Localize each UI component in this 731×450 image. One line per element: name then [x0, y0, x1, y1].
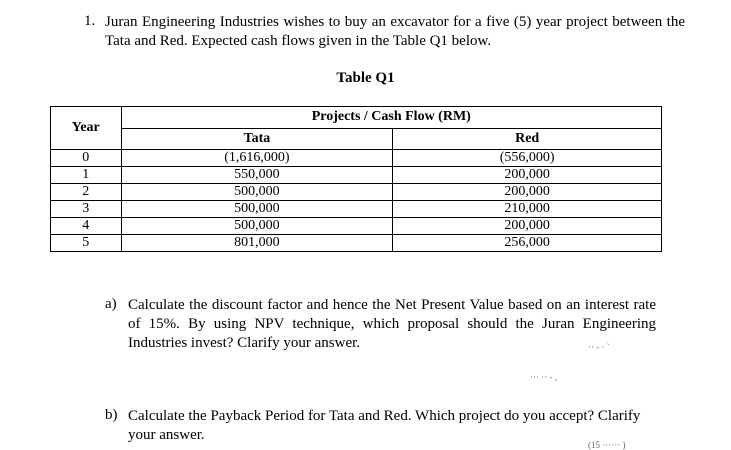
tata-header: Tata	[121, 128, 393, 150]
tata-cell: 500,000	[121, 201, 393, 218]
red-header: Red	[393, 128, 662, 150]
part-b-marks-bottom: (15 ······ )	[588, 440, 626, 450]
question-number: 1.	[84, 13, 96, 29]
red-cell: 200,000	[393, 218, 662, 235]
year-header: Year	[51, 107, 122, 150]
table-row	[51, 184, 662, 201]
table-title: Table Q1	[336, 70, 395, 86]
tata-cell: 550,000	[121, 167, 393, 184]
question-text: Juran Engineering Industries wishes to buy an excavator for a five (5) year project between the Tata and Red. Expected cash flows given in the Table Q1 below.	[105, 14, 685, 49]
table-row	[51, 150, 662, 167]
projects-header: Projects / Cash Flow (RM)	[121, 107, 661, 129]
year-cell: 3	[51, 201, 122, 218]
table-row	[51, 201, 662, 218]
red-cell: 210,000	[393, 201, 662, 218]
table-row	[51, 167, 662, 184]
part-a-marks: ·· - · `	[588, 342, 610, 352]
red-cell: 200,000	[393, 184, 662, 201]
tata-cell: 801,000	[121, 235, 393, 252]
part-b-text: Calculate the Payback Period for Tata and Red. Which project do you accept? Clarify your answer.	[128, 408, 641, 443]
year-cell: 5	[51, 235, 122, 252]
year-cell: 0	[51, 150, 122, 167]
part-a-label: a)	[105, 296, 117, 312]
part-b-marks-top: ··· ·· - ,	[530, 372, 557, 382]
tata-cell: 500,000	[121, 184, 393, 201]
red-cell: 256,000	[393, 235, 662, 252]
tata-cell: (1,616,000)	[121, 150, 393, 167]
year-cell: 2	[51, 184, 122, 201]
table-row	[51, 235, 662, 252]
part-a-text: Calculate the discount factor and hence the Net Present Value based on an interest rate of 15%. By using NPV technique, which proposal should the Juran Engineering Industries invest? Clarify your answer.	[128, 297, 656, 351]
table-subheader-row	[51, 128, 662, 150]
red-cell: 200,000	[393, 167, 662, 184]
table-header-row	[51, 107, 662, 129]
year-cell: 4	[51, 218, 122, 235]
tata-cell: 500,000	[121, 218, 393, 235]
cash-flow-table	[50, 106, 662, 252]
red-cell: (556,000)	[393, 150, 662, 167]
year-cell: 1	[51, 167, 122, 184]
part-b-label: b)	[105, 407, 118, 423]
table-row	[51, 218, 662, 235]
